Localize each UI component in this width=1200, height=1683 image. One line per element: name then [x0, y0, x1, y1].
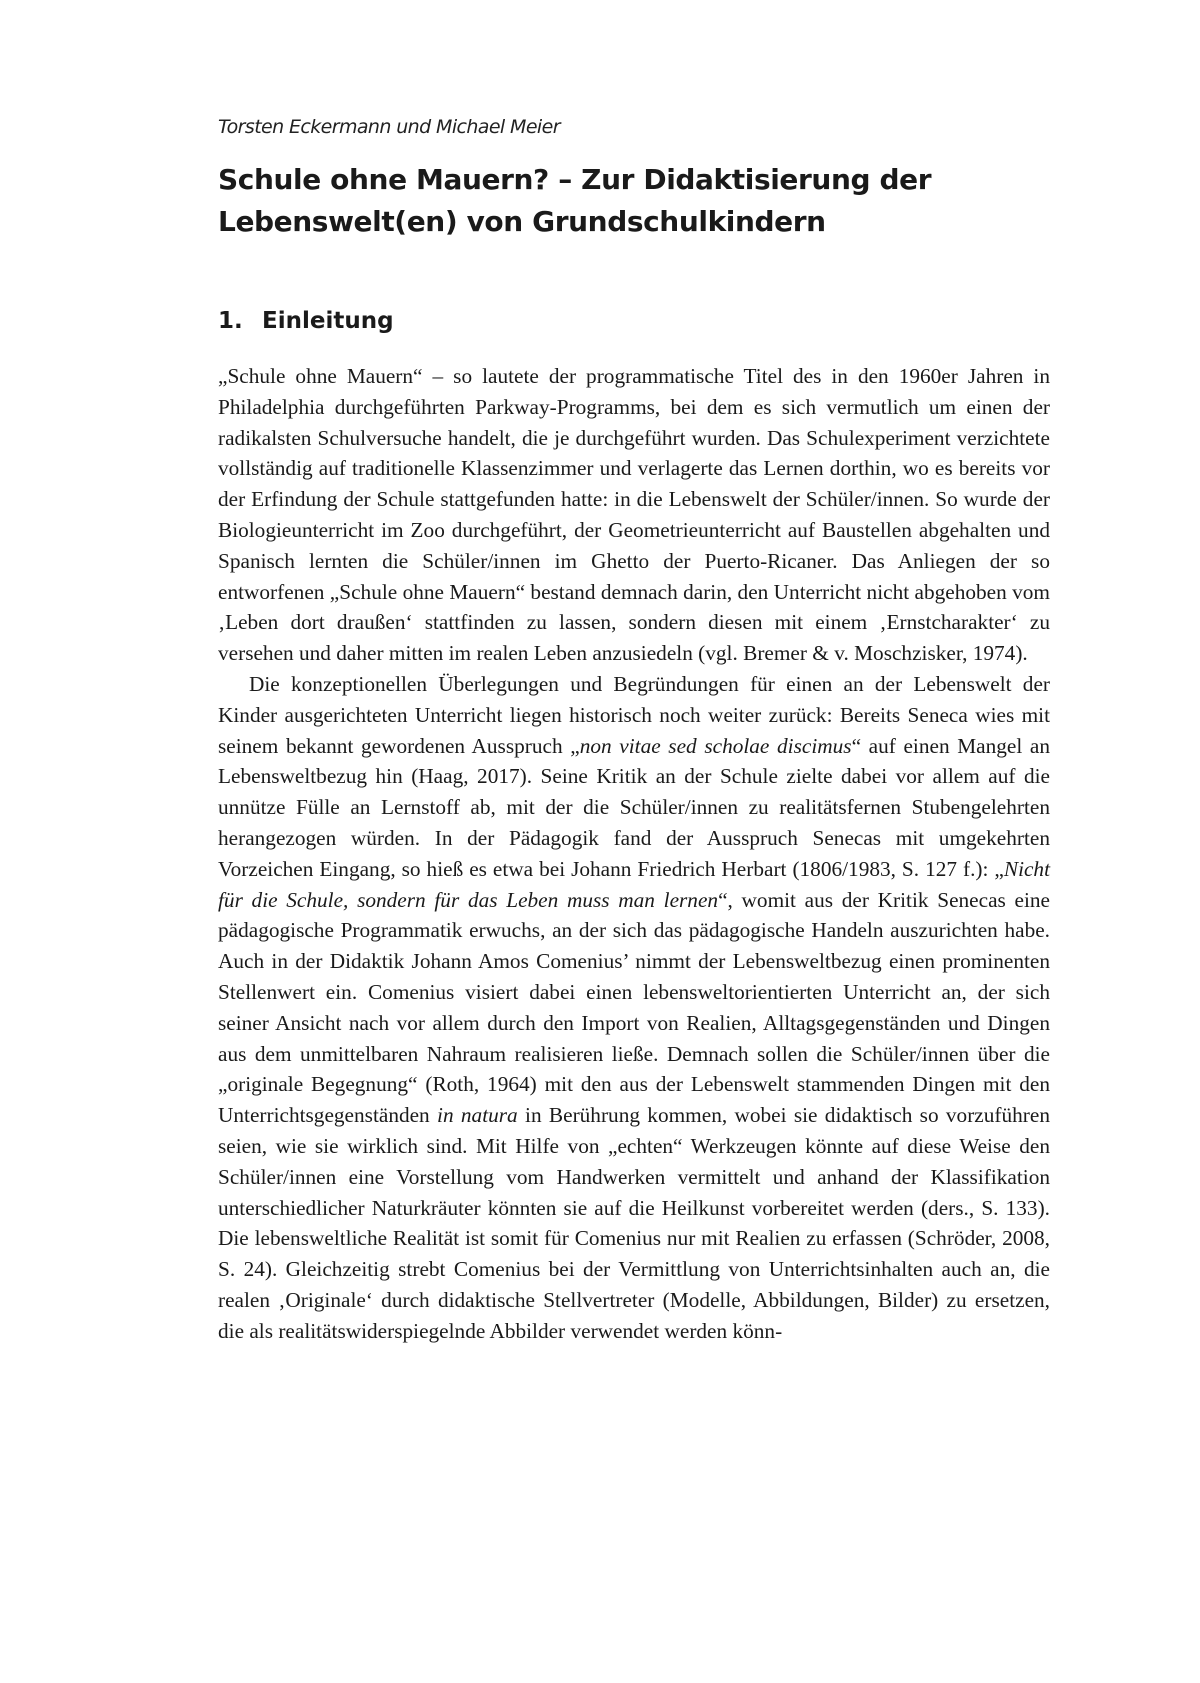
section-number: 1.: [218, 308, 243, 334]
text-run: „Schule ohne Mauern“ – so lautete der programmatische Titel des in den 1960er Jahren in Philadelphia durchgeführten Parkway-Programms, bei dem es sich vermutlich um einen der radikalsten Schulversuche handelt, die je durchgeführt wurden. Das Schulexperiment verzichtete vollständig auf traditionelle Klassenzimmer und verlagerte das Lernen dorthin, wo es bereits vor der Erfindung der Schule stattgefunden hatte: in die Lebenswelt der Schüler/innen. So wurde der Biologieunterricht im Zoo durchgeführt, der Geometrieunterricht auf Baustellen abgehalten und Spanisch lernten die Schüler/innen im Ghetto der Puerto-Ricaner. Das Anliegen der so entworfenen „Schule ohne Mauern“ bestand demnach darin, den Unterricht nicht abgehoben vom ‚Leben dort draußen‘ stattfinden zu lassen, sondern diesen mit einem ‚Ernstcharakter‘ zu versehen und daher mitten im realen Leben anzusiedeln (vgl. Bremer & v. Moschzisker, 1974).: [218, 364, 1050, 666]
italic-text: Nicht für die Schule, sondern für das Leben muss man lernen: [218, 856, 1050, 912]
text-run: in Berührung kommen, wobei sie didaktisch so vorzuführen seien, wie sie wirklich sind. Mit Hilfe von „echten“ Werkzeugen könnte auf diese Weise den Schüler/innen eine Vorstellung vom Handwerken vermittelt und anhand der Klassifikation unterschiedlicher Naturkräuter könnten sie auf die Heilkunst vorbereitet werden (ders., S. 133). Die lebensweltliche Realität ist somit für Comenius nur mit Realien zu erfassen (Schröder, 2008, S. 24). Gleichzeitig strebt Comenius bei der Vermittlung von Unterrichtsinhalten auch an, die realen ‚Originale‘ durch didaktische Stellvertreter (Modelle, Abbildungen, Bilder) zu ersetzen, die als realitätswiderspiegelnde Abbilder verwendet werden könn-: [218, 1103, 1050, 1343]
text-run: “, womit aus der Kritik Senecas eine pädagogische Programmatik erwuchs, an der sich das pädagogische Handeln auszurichten habe. Auch in der Didaktik Johann Amos Comenius’ nimmt der Lebensweltbezug einen prominenten Stellenwert ein. Comenius visiert dabei einen lebensweltorientierten Unterricht an, der sich seiner Ansicht nach vor allem durch den Import von Realien, Alltagsgegenständen und Dingen aus dem unmittelbaren Nahraum realisieren ließe. Demnach sollen die Schüler/innen über die „originale Begegnung“ (Roth, 1964) mit den aus der Lebenswelt stammenden Dingen mit den Unterrichtsgegenständen: [218, 887, 1050, 1128]
section-title: Einleitung: [262, 308, 394, 334]
italic-text: in natura: [437, 1103, 518, 1128]
paragraph: [218, 669, 1050, 1347]
title-line: Schule ohne Mauern? – Zur Didaktisierung der: [218, 163, 932, 196]
italic-text: non vitae sed scholae discimus: [579, 733, 852, 758]
document-page: [218, 112, 1050, 1347]
paragraph: [218, 361, 1050, 669]
title-line: Lebenswelt(en) von Grundschulkindern: [218, 205, 826, 238]
section-heading: [218, 305, 1050, 337]
article-title: [218, 159, 1050, 243]
body-text: [218, 361, 1050, 1347]
text-run: “ auf einen Mangel an Lebensweltbezug hin (Haag, 2017). Seine Kritik an der Schule zielte dabei vor allem auf die unnütze Fülle an Lernstoff ab, mit der die Schüler/innen zu realitätsfernen Stubengelehrten herangezogen würden. In der Pädagogik fand der Ausspruch Senecas mit umgekehrten Vorzeichen Eingang, so hieß es etwa bei Johann Friedrich Herbart (1806/1983, S. 127 f.): „: [218, 733, 1051, 881]
authors: Torsten Eckermann und Michael Meier: [218, 116, 560, 138]
text-run: Die konzeptionellen Überlegungen und Begründungen für einen an der Lebenswelt der Kinder ausgerichteten Unterricht liegen historisch noch weiter zurück: Bereits Seneca wies mit seinem bekannt gewordenen Ausspruch „: [218, 671, 1050, 758]
